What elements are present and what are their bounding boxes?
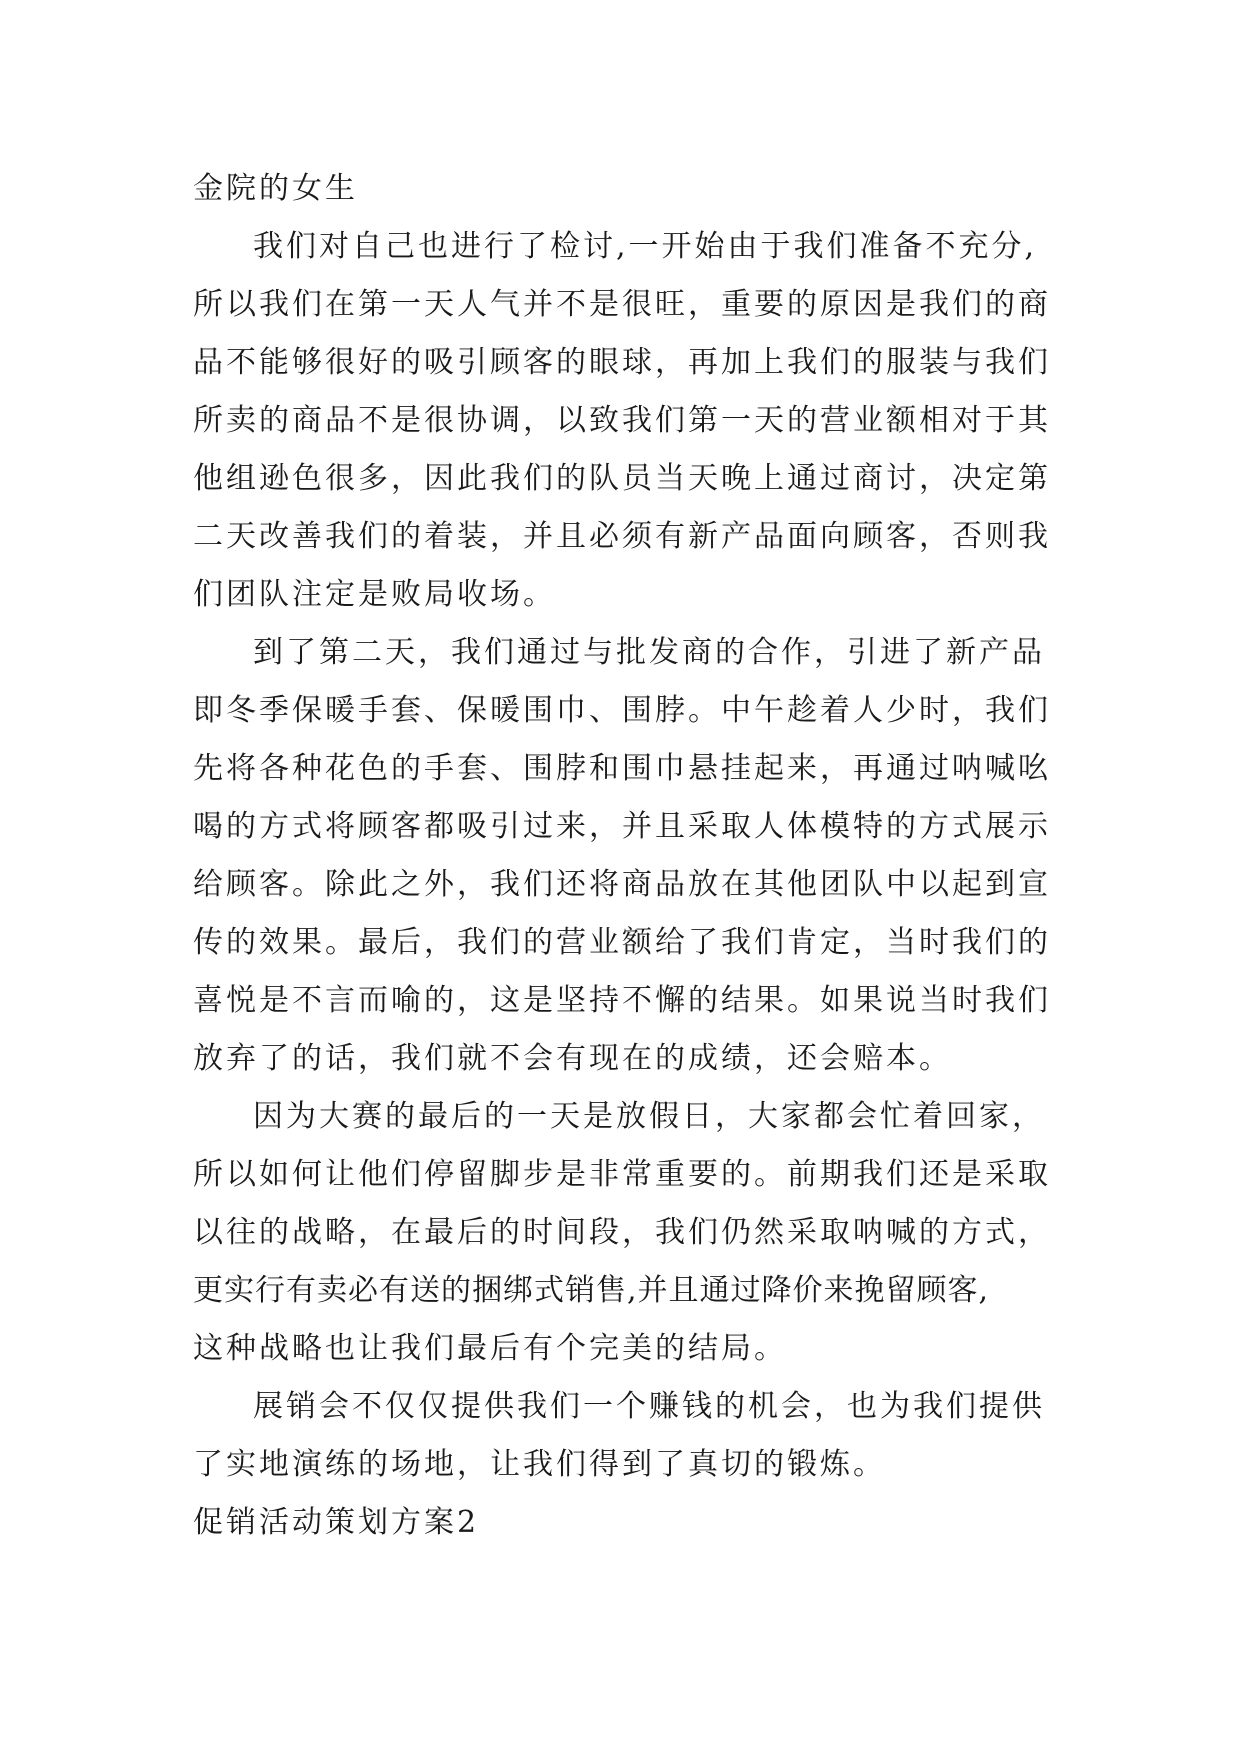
text-line: 先将各种花色的手套、围脖和围巾悬挂起来，再通过呐喊吆 (193, 751, 1051, 786)
text-line: 所以我们在第一天人气并不是很旺，重要的原因是我们的商 (193, 287, 1051, 322)
text-line: 们团队注定是败局收场。 (193, 577, 556, 612)
text-line: 给顾客。除此之外，我们还将商品放在其他团队中以起到宣 (193, 867, 1051, 902)
text-line: 以往的战略，在最后的时间段，我们仍然采取呐喊的方式， (193, 1215, 1051, 1250)
text-line: 因为大赛的最后的一天是放假日，大家都会忙着回家， (253, 1099, 1045, 1134)
document-body (193, 160, 1073, 1552)
text-line: 即冬季保暖手套、保暖围巾、围脖。中午趁着人少时，我们 (193, 693, 1051, 728)
text-line: 到了第二天，我们通过与批发商的合作，引进了新产品 (253, 635, 1045, 670)
text-line: 展销会不仅仅提供我们一个赚钱的机会，也为我们提供 (253, 1389, 1045, 1424)
text-line: 所卖的商品不是很协调，以致我们第一天的营业额相对于其 (193, 403, 1051, 438)
text-line: 放弃了的话，我们就不会有现在的成绩，还会赔本。 (193, 1041, 952, 1076)
text-line: 喝的方式将顾客都吸引过来，并且采取人体模特的方式展示 (193, 809, 1051, 844)
text-line: 传的效果。最后，我们的营业额给了我们肯定，当时我们的 (193, 925, 1051, 960)
text-line: 更实行有卖必有送的捆绑式销售,并且通过降价来挽留顾客, (193, 1273, 990, 1308)
text-line: 我们对自己也进行了检讨,一开始由于我们准备不充分, (253, 229, 1038, 264)
text-line: 二天改善我们的着装，并且必须有新产品面向顾客，否则我 (193, 519, 1051, 554)
section-heading: 促销活动策划方案2 (193, 1505, 480, 1540)
text-line: 喜悦是不言而喻的，这是坚持不懈的结果。如果说当时我们 (193, 983, 1051, 1018)
text-line: 他组逊色很多，因此我们的队员当天晚上通过商讨，决定第 (193, 461, 1051, 496)
text-line: 了实地演练的场地，让我们得到了真切的锻炼。 (193, 1447, 886, 1482)
text-line: 金院的女生 (193, 171, 358, 206)
text-line: 这种战略也让我们最后有个完美的结局。 (193, 1331, 787, 1366)
text-line: 所以如何让他们停留脚步是非常重要的。前期我们还是采取 (193, 1157, 1051, 1192)
text-line: 品不能够很好的吸引顾客的眼球，再加上我们的服装与我们 (193, 345, 1051, 380)
